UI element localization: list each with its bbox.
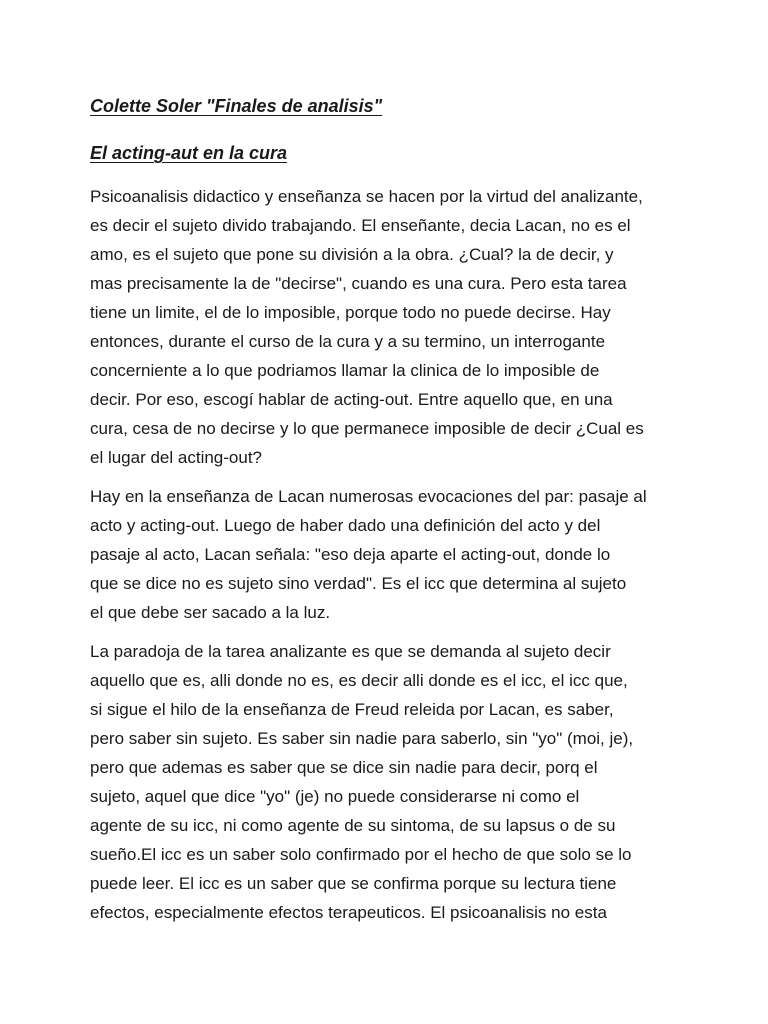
text-line: aquello que es, alli donde no es, es decir alli donde es el icc, el icc que, (90, 671, 628, 690)
text-line: agente de su icc, ni como agente de su sintoma, de su lapsus o de su (90, 816, 616, 835)
text-line: pasaje al acto, Lacan señala: "eso deja aparte el acting-out, donde lo (90, 545, 611, 564)
text-line: amo, es el sujeto que pone su división a la obra. ¿Cual? la de decir, y (90, 245, 614, 264)
text-line: puede leer. El icc es un saber que se confirma porque su lectura tiene (90, 874, 617, 893)
text-line: sueño.El icc es un saber solo confirmado por el hecho de que solo se lo (90, 845, 632, 864)
text-line: es decir el sujeto divido trabajando. El enseñante, decia Lacan, no es el (90, 216, 631, 235)
text-line: decir. Por eso, escogí hablar de acting-out. Entre aquello que, en una (90, 390, 613, 409)
text-line: entonces, durante el curso de la cura y a su termino, un interrogante (90, 332, 606, 351)
section-heading: El acting-aut en la cura (90, 143, 288, 163)
text-line: tiene un limite, el de lo imposible, porque todo no puede decirse. Hay (90, 303, 611, 322)
text-line: el que debe ser sacado a la luz. (90, 603, 331, 622)
paragraph-3 (90, 637, 688, 927)
text-line: efectos, especialmente efectos terapeuticos. El psicoanalisis no esta (90, 903, 607, 922)
text-line: pero saber sin sujeto. Es saber sin nadie para saberlo, sin "yo" (moi, je), (90, 729, 634, 748)
text-line: sujeto, aquel que dice "yo" (je) no puede considerarse ni como el (90, 787, 580, 806)
text-line: La paradoja de la tarea analizante es que se demanda al sujeto decir (90, 642, 611, 661)
text-line: pero que ademas es saber que se dice sin nadie para decir, porq el (90, 758, 598, 777)
paragraph-2 (90, 482, 688, 627)
text-line: concerniente a lo que podriamos llamar la clinica de lo imposible de (90, 361, 600, 380)
text-line: Psicoanalisis didactico y enseñanza se hacen por la virtud del analizante, (90, 187, 643, 206)
text-line: cura, cesa de no decirse y lo que permanece imposible de decir ¿Cual es (90, 419, 644, 438)
text-line: acto y acting-out. Luego de haber dado una definición del acto y del (90, 516, 601, 535)
paragraph-1 (90, 182, 688, 472)
text-line: Hay en la enseñanza de Lacan numerosas evocaciones del par: pasaje al (90, 487, 647, 506)
text-line: si sigue el hilo de la enseñanza de Freud releida por Lacan, es saber, (90, 700, 614, 719)
text-line: que se dice no es sujeto sino verdad". Es el icc que determina al sujeto (90, 574, 627, 593)
text-line: mas precisamente la de "decirse", cuando es una cura. Pero esta tarea (90, 274, 627, 293)
document-title: Colette Soler "Finales de analisis" (90, 96, 383, 116)
text-line: el lugar del acting-out? (90, 448, 263, 467)
